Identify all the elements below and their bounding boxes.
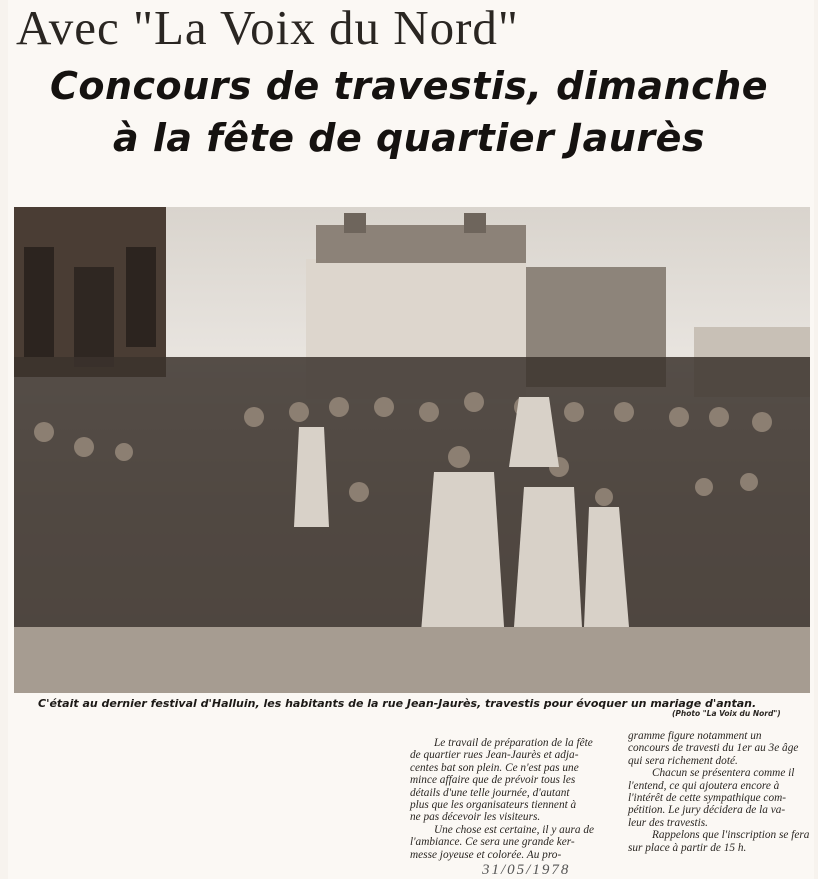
text-line: Chacun se présentera comme il (652, 767, 795, 780)
text-line: Rappelons que l'inscription se fera (652, 829, 810, 842)
text-line: Une chose est certaine, il y aura de (434, 823, 594, 836)
article-photo (14, 207, 810, 693)
text-line: plus que les organisateurs tiennent à (410, 799, 577, 812)
photo-caption: C'était au dernier festival d'Halluin, les habitants de la rue Jean-Jaurès, travestis pour évoquer un mariage d'antan. (38, 697, 757, 710)
building-arch (74, 267, 114, 367)
text-line: mince affaire que de prévoir tous les (410, 774, 576, 787)
headline-line-2: à la fête de quartier Jaurès (113, 116, 705, 160)
building-window (126, 247, 156, 347)
text-line: concours de travesti du 1er au 3e âge (628, 742, 799, 755)
photo-illustration (14, 207, 810, 693)
text-line: Le travail de préparation de la fête (434, 737, 593, 749)
text-line: de quartier rues Jean-Jaurès et adja- (410, 749, 579, 762)
street (14, 627, 810, 693)
text-line: leur des travestis. (628, 816, 709, 829)
text-line: l'intérêt de cette sympathique com- (628, 792, 787, 805)
chimney (464, 213, 486, 233)
text-line: gramme figure notamment un (628, 730, 762, 742)
article-column-1 (410, 737, 610, 861)
chimney (344, 213, 366, 233)
crowd (14, 357, 810, 627)
text-line: sur place à partir de 15 h. (628, 841, 747, 854)
text-line: l'entend, ce qui ajoutera encore à (628, 779, 780, 792)
article-column-2 (628, 730, 810, 854)
photo-credit: (Photo "La Voix du Nord") (672, 709, 781, 718)
text-line: messe joyeuse et colorée. Au pro- (410, 848, 562, 861)
kicker-title: Avec "La Voix du Nord" (16, 0, 519, 55)
text-line: l'ambiance. Ce sera une grande ker- (410, 836, 575, 849)
text-line: détails d'une telle journée, d'autant (410, 786, 570, 799)
handwritten-date: 31/05/1978 (482, 862, 571, 878)
text-line: pétition. Le jury décidera de la va- (628, 804, 786, 817)
text-line: qui sera richement doté. (628, 754, 738, 767)
headline (0, 60, 818, 164)
building-window (24, 247, 54, 357)
headline-line-1: Concours de travestis, dimanche (49, 64, 769, 108)
text-line: ne pas décevoir les visiteurs. (410, 811, 541, 824)
text-line: centes bat son plein. Ce n'est pas une (410, 761, 579, 774)
